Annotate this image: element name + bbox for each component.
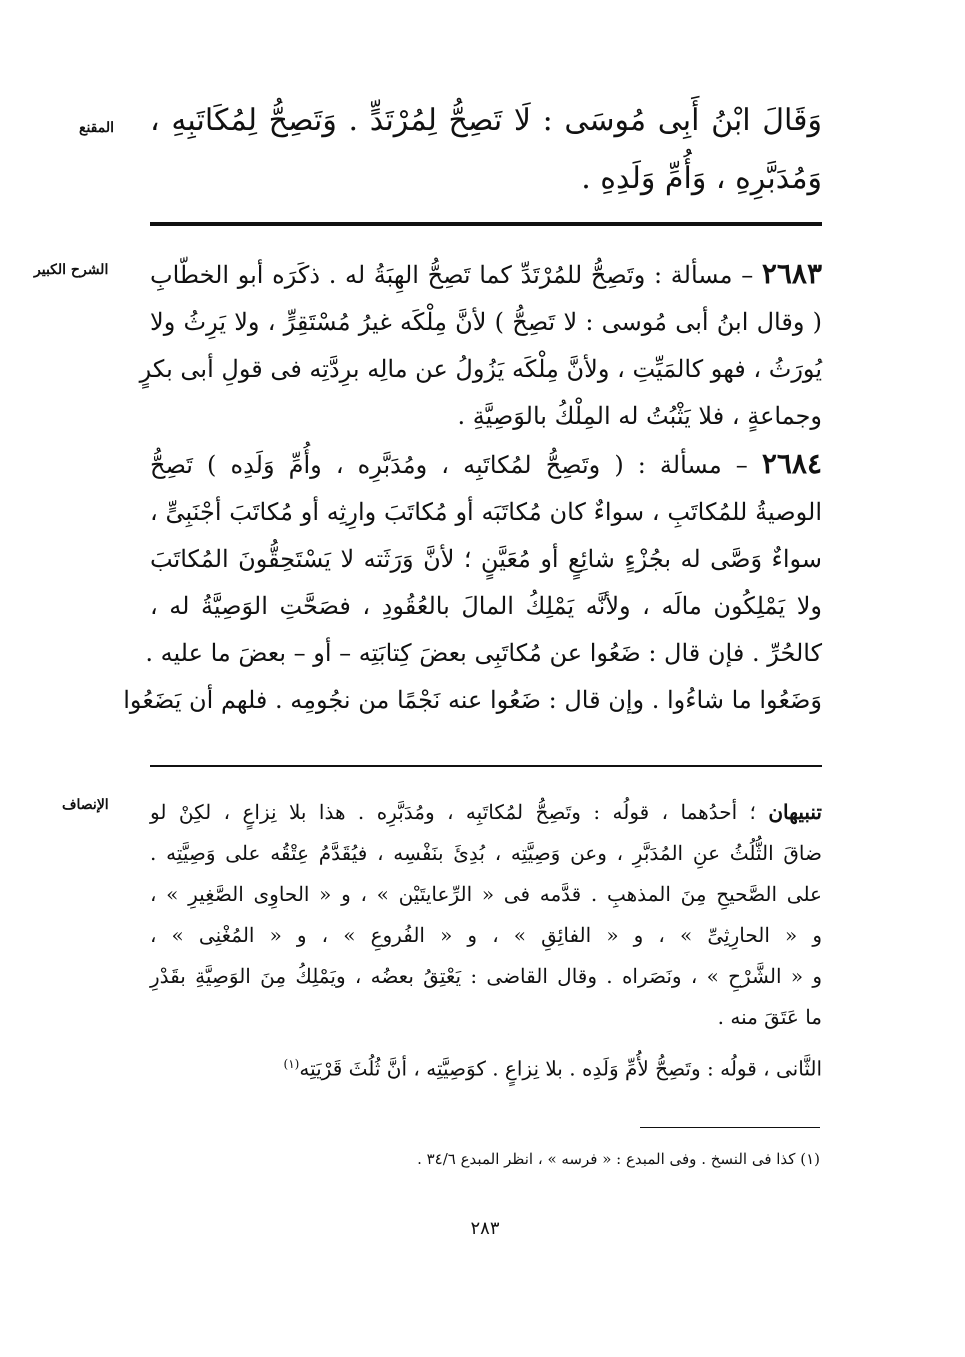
section-divider-thin: [150, 765, 822, 767]
page-number: ٢٨٣: [470, 1218, 500, 1239]
footnote-marker: (١): [283, 1057, 300, 1071]
insaf-line-1: [150, 792, 822, 833]
sharh-label: الشرح الكبير: [34, 262, 109, 278]
insaf-line-7-text: الثَّانى ، قولُه : وتَصِحُّ لأُمِّ وَلَدِه . بلا نِزاعٍ . كوَصِيَّتِه ، أنَّ ثُلُثَ قَرْيَتِه: [299, 1056, 822, 1081]
insaf-line-4: و « الحارِثِىِّ » ، و « الفائِقِ » ، و « الفُروعِ » ، و « المُغْنِى » ،: [150, 923, 822, 947]
issue-number-2683: ٢٦٨٣: [761, 257, 822, 290]
muqni-line-1: وَقَالَ ابْنُ أَبِى مُوسَى : لَا تَصِحُّ لِمُرْتَدٍّ . وَتَصِحُّ لِمُكَاتَبِهِ ،: [150, 103, 822, 138]
sharh-line-10: وَضَعُوا ما شاءُوا . وإن قال : ضَعُوا عنه نَجْمًا من نجُومِه . فلهم أن يَضَعُوا: [123, 686, 822, 714]
footnote: (١) كذا فى النسخ . وفى المبدع : « فرسه » ، انظر المبدع ٣٤/٦ .: [417, 1150, 820, 1168]
muqni-line-2: وَمُدَبَّرِهِ ، وَأُمِّ وَلَدِهِ .: [581, 161, 822, 196]
sharh-line-5-text: – مسألة : ( وتَصِحُّ لمُكاتَبِه ، ومُدَبَّرِه ، وأُمِّ وَلَدِه ) تَصِحُّ: [150, 451, 762, 479]
sharh-line-1: [150, 250, 822, 299]
section-divider-thick: [150, 222, 822, 226]
sharh-line-1-text: – مسألة : وتَصِحُّ للمُرْتَدِّ كما تَصِحُّ الهِبَةُ له . ذكَرَه أبو الخطّابِ: [150, 261, 762, 289]
muqni-text: [150, 92, 822, 208]
muqni-label: المقنع: [79, 120, 115, 136]
insaf-line-3: على الصَّحيحِ مِنَ المذهبِ . قدَّمه فى « الرِّعايتَيْن » ، و « الحاوِى الصَّغِيرِ » ،: [150, 882, 822, 906]
sharh-line-3: يُورَثُ ، فهو كالمَيِّتِ ، ولأنَّ مِلْكَه يَزُولُ عن مالِه برِدَّتِه فى قولِ أبى بكرٍ: [139, 355, 822, 383]
sharh-line-4: وجماعةٍ ، فلا يَثْبُتُ له المِلْكُ بالوَصِيَّةِ .: [457, 402, 822, 430]
insaf-line-2: ضاقَ الثُّلُثُ عنِ المُدَبَّرِ ، وعن وَصِيَّتِه ، بُدِئَ بنَفْسِه ، فيُقَدَّمُ عِتْقُه على وَصِيَّتِه .: [150, 841, 823, 865]
sharh-line-9: كالحُرِّ . فإن قال : ضَعُوا عن مُكاتَبِى بعضَ كِتابَتِه – أو – بعضَ ما عليه .: [145, 639, 822, 667]
insaf-text: [150, 792, 822, 1090]
sharh-line-8: ولا يَمْلِكُون مالَه ، ولأنَّه يَمْلِكُ المالَ بالعُقُودِ ، فصَحَّتِ الوَصِيَّةُ له ،: [150, 592, 822, 620]
insaf-line-7: [150, 1044, 822, 1090]
insaf-line-1-text: ؛ أحدُهما ، قولُه : وتَصِحُّ لمُكاتَبِه ، ومُدَبَّرِه . هذا بلا نِزاعٍ ، لكِنْ لو: [150, 800, 769, 824]
sharh-line-5: [150, 440, 822, 489]
sharh-line-2: ( وقال ابنُ أبى مُوسى : لا تَصِحُّ ) لأنَّ مِلْكَه غيرُ مُسْتَقِرٍّ ، ولا يَرِثُ ولا: [150, 308, 822, 336]
sharh-line-6: الوصيةُ للمُكاتَبِ ، سواءٌ كان مُكاتَبَه أو مُكاتَبَ وارِثِه أو مُكاتَبَ أجْنَبِىٍّ ،: [150, 498, 822, 526]
insaf-line-5: و « الشَّرْحِ » ، ونَصَراه . وقال القاضى : يَعْتِقُ بعضُه ، ويَمْلِكُ مِنَ الوَصِيَّةِ بقَدْرِ: [150, 964, 822, 988]
insaf-line-6: ما عَتَقَ منه .: [717, 1005, 822, 1029]
sharh-text: [123, 250, 822, 724]
issue-number-2684: ٢٦٨٤: [761, 447, 822, 480]
insaf-label: الإنصاف: [62, 797, 109, 813]
sharh-line-7: سواءٌ وَصَّى له بجُزْءٍ شائِعٍ أو مُعَيَّنٍ ؛ لأنَّ وَرَثَته لا يَسْتَحِقُّونَ المُكاتَبَ: [150, 545, 822, 573]
footnote-divider: [640, 1127, 820, 1128]
insaf-heading: تنبيهان: [768, 800, 822, 824]
